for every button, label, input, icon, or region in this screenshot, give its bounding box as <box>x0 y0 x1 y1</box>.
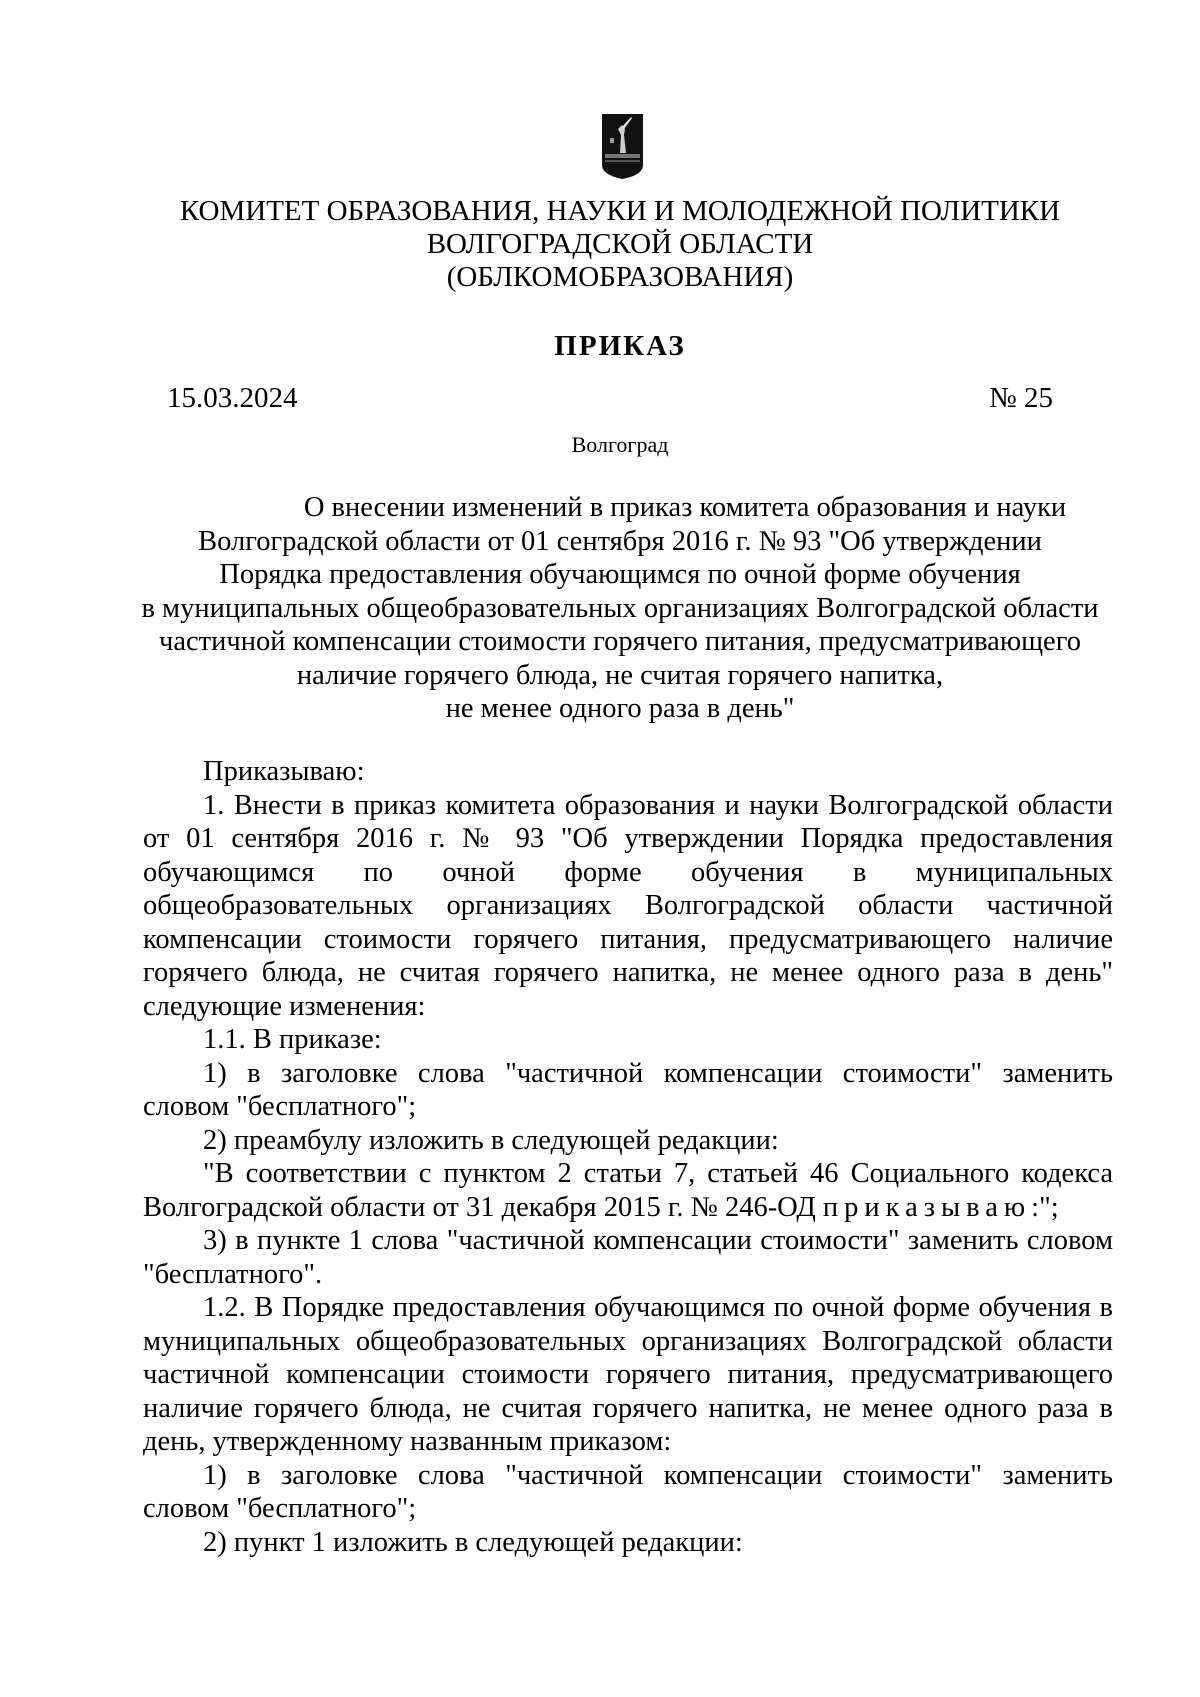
subject-line: частичной компенсации стоимости горячего питания, предусматривающего <box>159 626 1081 657</box>
paragraph-preamble-text <box>143 1157 1113 1224</box>
subject-line: наличие горячего блюда, не считая горячего напитка, <box>296 659 944 691</box>
paragraph-1-1-item-2: 2) преамбулу изложить в следующей редакции: <box>203 1124 779 1156</box>
subject-line: Волгоградской области от 01 сентября 2016 г. № 93 "Об утверждении <box>198 525 1042 557</box>
preamble-text-end: :"; <box>1031 1191 1059 1223</box>
document-number: № 25 <box>989 382 1053 414</box>
paragraph-order: Приказываю: <box>203 756 365 787</box>
paragraph-1: 1. Внести в приказ комитета образования и науки Волгоградской области от 01 сентября 2016 г. № 93 "Об утверждении Порядка предоставления обучающимся по очной форме обучения в муниципальных общеобразовательных организациях Волгоградской области частичной компенсации стоимости горячего питания, предусматривающего наличие горячего блюда, не считая горячего напитка, не менее одного раза в день" следующие изменения: <box>143 789 1113 1022</box>
coat-of-arms-icon <box>601 113 644 180</box>
paragraph-1-1-item-3: 3) в пункте 1 слова "частичной компенсации стоимости" заменить словом "бесплатного". <box>143 1225 1113 1290</box>
document-type-title: ПРИКАЗ <box>554 330 686 362</box>
document-body <box>143 755 1113 1559</box>
header-line-2: ВОЛГОГРАДСКОЙ ОБЛАСТИ <box>426 228 814 260</box>
paragraph-1-1: 1.1. В приказе: <box>203 1024 382 1055</box>
document-date: 15.03.2024 <box>167 382 298 414</box>
paragraph-1-2-item-1: 1) в заголовке слова "частичной компенсации стоимости" заменить словом "бесплатного"; <box>143 1459 1113 1524</box>
header-line-3: (ОБЛКОМОБРАЗОВАНИЯ) <box>446 261 794 293</box>
subject-line: не менее одного раза в день" <box>445 693 795 724</box>
subject-line: в муниципальных общеобразовательных организациях Волгоградской области <box>141 592 1099 624</box>
preamble-text-start: "В соответствии с пунктом 2 статьи 7, статьей 46 Социального кодекса Волгоградской области от 31 декабря 2015 г. № 246-ОД <box>143 1158 1113 1223</box>
paragraph-1-1-item-1: 1) в заголовке слова "частичной компенсации стоимости" заменить словом "бесплатного"; <box>143 1057 1113 1122</box>
document-subject <box>130 491 1110 726</box>
paragraph-1-2: 1.2. В Порядке предоставления обучающимся по очной форме обучения в муниципальных общеобразовательных организациях Волгоградской области частичной компенсации стоимости горячего питания, предусматривающего наличие горячего блюда, не считая горячего напитка, не менее одного раза в день, утвержденному названным приказом: <box>143 1292 1113 1457</box>
paragraph-1-2-item-2: 2) пункт 1 изложить в следующей редакции: <box>203 1526 743 1558</box>
organization-header <box>100 195 1140 294</box>
header-line-1: КОМИТЕТ ОБРАЗОВАНИЯ, НАУКИ И МОЛОДЕЖНОЙ ПОЛИТИКИ <box>179 195 1061 227</box>
subject-line: Порядка предоставления обучающимся по очной форме обучения <box>219 559 1021 590</box>
subject-line: О внесении изменений в приказ комитета образования и науки <box>303 492 1067 523</box>
document-city: Волгоград <box>571 432 669 457</box>
preamble-spaced-word: приказываю <box>822 1191 1032 1223</box>
